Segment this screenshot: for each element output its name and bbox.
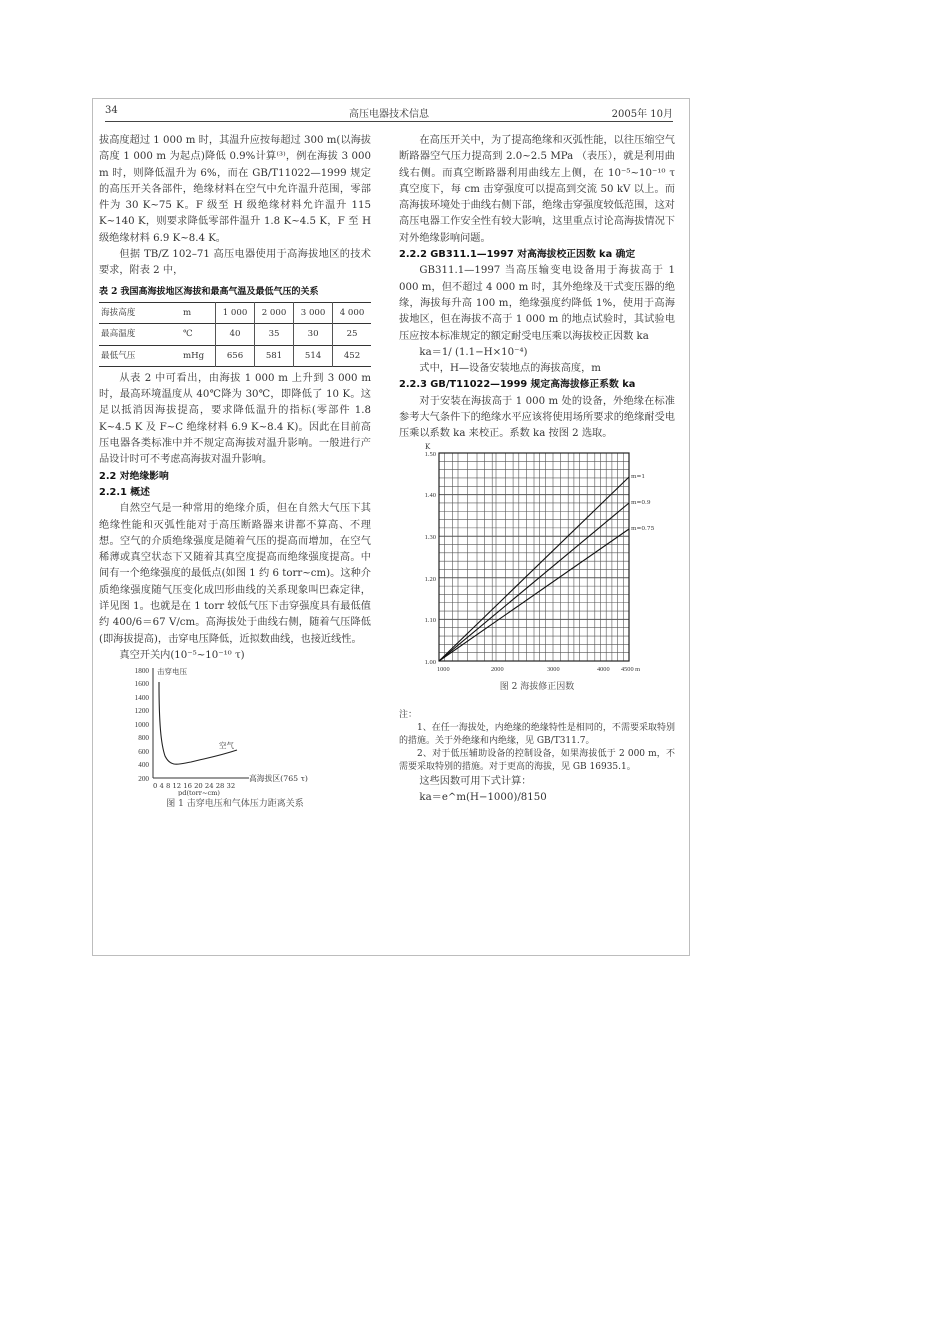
figure1-caption: 图 1 击穿电压和气体压力距离关系 [166,799,304,810]
y-tick: 1.30 [424,533,436,541]
y-tick: 800 [138,734,149,743]
series-label: m=1 [631,473,646,480]
table-caption: 表 2 我国高海拔地区海拔和最高气温及最低气压的关系 [99,286,319,297]
y-tick: 1.40 [424,491,436,499]
table-row [99,302,371,323]
formula: ka＝1/ (1.1−H×10⁻⁴) [419,346,528,358]
series-label: m=0.9 [631,499,651,506]
paragraph: 这些因数可用下式计算： [419,775,532,787]
right-column [399,133,675,807]
x-tick: 2000 [491,665,504,673]
y-tick: 1200 [134,707,149,716]
altitude-table [99,302,371,367]
x-axis-label: pd(torr~cm) [178,789,220,797]
curve-label: 空气 [219,741,234,751]
paragraph: 拔高度超过 1 000 m 时，其温升应按每超过 300 m(以海拔高度 1 000 m 为起点)降低 0.9%计算⁽³⁾，例在海拔 3 000 m 时，则降低温升为 6%，而在 GB/T11022—1999 规定的高压开关各部件，绝缘材料在空气中允许温升范围，零部件为 30 K~75 K。F 级至 H 级绝缘材料允许温升 115 K~140 K，则要求降低零部件温升 1.8 K~4.5 K，F 至 H 级绝缘材料 6.9 K~8.4 K。 [99,135,371,244]
row-unit: mHg [183,350,205,361]
table-cell: 1 000 [216,302,255,323]
table-cell: 4 000 [333,302,371,323]
table-cell: 30 [294,324,333,345]
x-tick: 4500 m [621,665,641,673]
note-item: 2、对于低压辅助设备的控制设备，如果海拔低于 2 000 m，不需要采取特别的措施。对于更高的海拔，见 GB 16935.1。 [399,748,675,772]
table-cell: 452 [333,345,371,366]
series-label: m=0.75 [631,525,655,532]
section-heading: 2.2 对绝缘影响 [99,470,169,482]
y-tick: 1600 [134,680,149,689]
y-axis-label: K [425,442,431,451]
paragraph: 但据 TB/Z 102–71 高压电器使用于高海拔地区的技术要求，附表 2 中， [99,249,371,277]
row-unit: ℃ [183,329,193,340]
x-tick: 1000 [437,665,450,673]
y-tick: 1000 [134,721,149,730]
y-tick: 1800 [134,667,149,676]
page [92,98,690,956]
issue-date: 2005年 10月 [611,109,673,120]
subsection-heading: 2.2.1 概述 [99,486,150,498]
left-column [99,133,371,813]
note-heading: 注： [399,709,418,720]
paragraph: 式中，H—设备安装地点的海拔高度，m [419,363,601,375]
y-tick: 1.20 [424,575,436,583]
figure2-caption: 图 2 海拔修正因数 [499,681,575,692]
table-row [99,345,371,366]
x-tick: 4000 [597,665,610,673]
formula: ka＝e^m(H−1000)/8150 [419,792,547,804]
y-tick: 200 [138,775,149,784]
journal-name: 高压电器技术信息 [349,109,429,120]
page-number: 34 [105,105,118,116]
table-cell: 514 [294,345,333,366]
table-cell: 3 000 [294,302,333,323]
table-cell: 40 [216,324,255,345]
table-row [99,324,371,345]
table-cell: 581 [255,345,294,366]
breakdown-curve [159,682,237,764]
row-label: 最高温度 [101,329,136,340]
subsection-heading: 2.2.2 GB311.1—1997 对高海拔校正因数 ka 确定 [399,249,636,261]
y-tick: 1400 [134,694,149,703]
y-tick: 600 [138,748,149,757]
table-cell: 656 [216,345,255,366]
x-tick: 3000 [547,665,560,673]
paragraph: 在高压开关中，为了提高绝缘和灭弧性能，以往压缩空气断路器空气压力提高到 2.0~2.5 MPa （表压），就是利用曲线右侧。而真空断路器利用曲线左上侧，在 10⁻⁵~10⁻¹⁰ τ 真空度下，每 cm 击穿强度可以提高到交流 50 kV 以上。而高海拔环境处于曲线右侧下部，绝缘击穿强度较低范围，这对高压电器工作安全性有较大影响，这里重点讨论高海拔情况下对外绝缘影响问题。 [399,135,675,244]
paragraph: 自然空气是一种常用的绝缘介质，但在自然大气压下其绝缘性能和灭弧性能对于高压断路器来讲都不算高、不理想。空气的介质绝缘强度是随着气压的提高而增加，在空气稀薄或真空状态下又随着其真空度提高而绝缘强度提高。中间有一个绝缘强度的最低点(如图 1 约 6 torr~cm)。这种介质绝缘强度随气压变化成凹形曲线的关系现象叫巴森定律，详见图 1。也就是在 1 torr 较低气压下击穿强度具有最低值约 400/6＝67 V/cm。高海拔处于曲线右侧，随着气压降低(即海拔提高)，击穿电压降低，近拟数曲线，也接近线性。 [99,503,371,645]
running-header [105,105,673,122]
y-axis-label: 击穿电压 [157,667,187,677]
y-tick: 1.10 [424,616,436,624]
figure1-top-label: 真空开关内(10⁻⁵~10⁻¹⁰ τ) [119,649,245,661]
paragraph: GB311.1—1997 当高压输变电设备用于海拔高于 1 000 m，但不超过 4 000 m 时，其外绝缘及干式变压器的绝缘，海拔每升高 100 m，绝缘强度约降低 1%，使用于高海拔地区，但在海拔不高于 1 000 m 的地点试验时，其试验电压应按本标准规定的额定耐受电压乘以海拔校正因数 ka [399,265,675,342]
table-cell: 35 [255,324,294,345]
paragraph: 对于安装在海拔高于 1 000 m 处的设备，外绝缘在标准参考大气条件下的绝缘水平应该将使用场所要求的绝缘耐受电压乘以系数 ka 来校正。系数 ka 按图 2 选取。 [399,395,675,440]
subsection-heading: 2.2.3 GB/T11022—1999 规定高海拔修正系数 ka [399,379,636,391]
note-item: 1、在任一海拔处，内绝缘的绝缘特性是相同的，不需要采取特别的措施。关于外绝缘和内绝缘，见 GB/T311.7。 [399,722,675,746]
row-label: 最低气压 [101,350,136,361]
paragraph: 从表 2 中可看出，由海拔 1 000 m 上升到 3 000 m 时，最高环境温度从 40℃降为 30℃，即降低了 10 K。这足以抵消因海拔提高，要求降低温升的指标(零部件 1.8 K~4.5 K 及 F~C 绝缘材料 6.9 K~8.4 K)。因此在目前高压电器各类标准中并不规定高海拔对温升影响。一般进行产品设计时可不考虑高海拔对温升影响。 [99,372,371,466]
y-tick: 1.00 [424,658,436,666]
row-label: 海拔高度 [101,307,136,318]
y-tick: 400 [138,761,149,770]
table-cell: 2 000 [255,302,294,323]
figure1-breakdown-curve [99,664,371,796]
figure2-altitude-correction-chart [399,443,675,679]
row-unit: m [183,307,192,318]
region-label: 高海拔区(765 τ) [249,774,308,784]
x-tick-labels: 0 4 8 12 16 20 24 28 32 [153,782,236,791]
table-cell: 25 [333,324,371,345]
y-tick: 1.50 [424,450,436,458]
